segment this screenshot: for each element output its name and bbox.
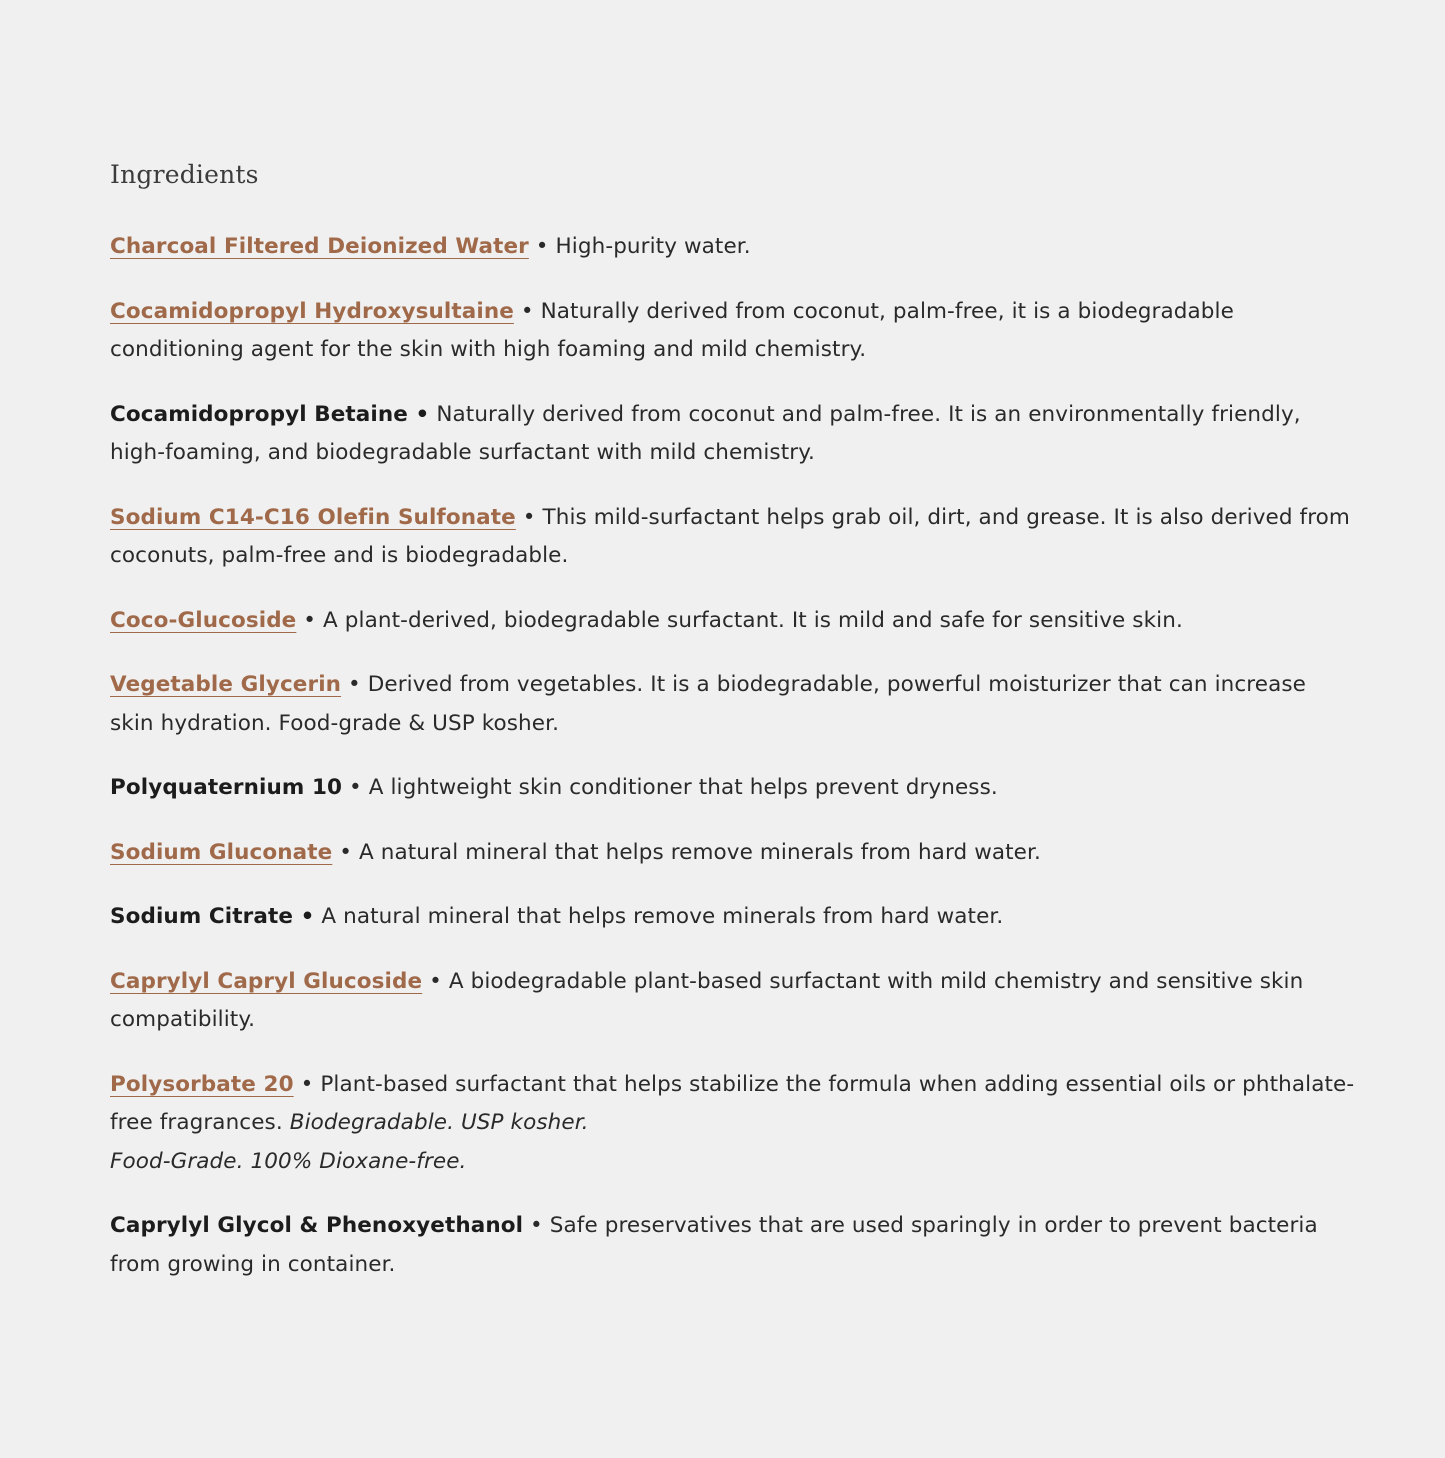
bullet-separator: • xyxy=(528,234,556,259)
ingredient-item xyxy=(110,963,1355,1040)
ingredient-link[interactable]: Vegetable Glycerin xyxy=(110,672,342,697)
ingredient-item xyxy=(110,499,1355,576)
ingredient-item xyxy=(110,666,1355,743)
ingredient-description: This mild-surfactant helps grab oil, dirt, and grease. It is also derived from coconuts, palm-free and is biodegradable. xyxy=(110,504,1350,568)
bullet-separator: • xyxy=(296,607,324,633)
ingredient-link[interactable]: Polysorbate 20 xyxy=(110,1071,294,1097)
bullet-separator: • xyxy=(513,298,541,324)
ingredient-item xyxy=(110,1207,1355,1284)
ingredient-item xyxy=(110,769,1355,808)
ingredient-item xyxy=(110,1066,1355,1182)
ingredient-name: Sodium Citrate • xyxy=(110,904,315,929)
bullet-separator: • xyxy=(332,839,359,865)
ingredient-item xyxy=(110,898,1355,937)
bullet-separator: • xyxy=(293,1071,321,1097)
ingredient-description-italic-line2: Food-Grade. 100% Dioxane-free. xyxy=(110,1148,467,1174)
ingredient-name: Caprylyl Glycol & Phenoxyethanol xyxy=(110,1213,524,1238)
ingredient-name: Cocamidopropyl Betaine • xyxy=(110,401,430,427)
ingredient-description: High-purity water. xyxy=(555,234,751,259)
ingredient-description: Naturally derived from coconut, palm-free, it is a biodegradable conditioning agent for the skin with high foaming and mild chemistry. xyxy=(110,298,1234,362)
ingredient-link[interactable]: Cocamidopropyl Hydroxysultaine xyxy=(110,298,514,324)
bullet-separator: • xyxy=(523,1213,550,1238)
ingredient-link[interactable]: Coco-Glucoside xyxy=(110,607,297,633)
ingredient-link[interactable]: Caprylyl Capryl Glucoside xyxy=(110,968,423,994)
bullet-separator: • xyxy=(341,672,368,697)
ingredient-item xyxy=(110,293,1355,370)
ingredient-description: Safe preservatives that are used sparingly in order to prevent bacteria from growing in container. xyxy=(110,1213,1318,1277)
ingredient-description: Derived from vegetables. It is a biodegradable, powerful moisturizer that can increase skin hydration. Food-grade & USP kosher. xyxy=(110,672,1307,736)
ingredient-link[interactable]: Sodium Gluconate xyxy=(110,839,333,865)
ingredient-description: Plant-based surfactant that helps stabilize the formula when adding essential oils or phthalate-free fragrances. xyxy=(110,1071,1355,1135)
ingredient-item xyxy=(110,396,1355,473)
ingredient-description: A natural mineral that helps remove minerals from hard water. xyxy=(358,839,1041,865)
section-heading: Ingredients xyxy=(110,160,259,189)
bullet-separator: • xyxy=(422,968,449,994)
ingredients-section xyxy=(110,150,1355,1310)
ingredient-link[interactable]: Charcoal Filtered Deionized Water xyxy=(110,234,529,259)
bullet-separator: • xyxy=(342,775,369,800)
ingredient-description: A biodegradable plant-based surfactant with mild chemistry and sensitive skin compatibility. xyxy=(110,968,1304,1032)
bullet-separator: • xyxy=(515,504,543,530)
ingredient-item xyxy=(110,228,1355,267)
ingredient-description: Naturally derived from coconut and palm-free. It is an environmentally friendly, high-foaming, and biodegradable surfactant with mild chemistry. xyxy=(110,401,1301,465)
ingredient-name: Polyquaternium 10 xyxy=(110,775,343,800)
ingredient-link[interactable]: Sodium C14-C16 Olefin Sulfonate xyxy=(110,504,516,530)
ingredient-description: A plant-derived, biodegradable surfactant. It is mild and safe for sensitive skin. xyxy=(323,607,1183,633)
ingredient-description-italic: Biodegradable. USP kosher. xyxy=(289,1110,589,1135)
ingredient-description: A lightweight skin conditioner that helps prevent dryness. xyxy=(368,775,998,800)
ingredient-item xyxy=(110,602,1355,641)
ingredient-item xyxy=(110,834,1355,873)
ingredient-description: A natural mineral that helps remove minerals from hard water. xyxy=(321,904,1004,929)
